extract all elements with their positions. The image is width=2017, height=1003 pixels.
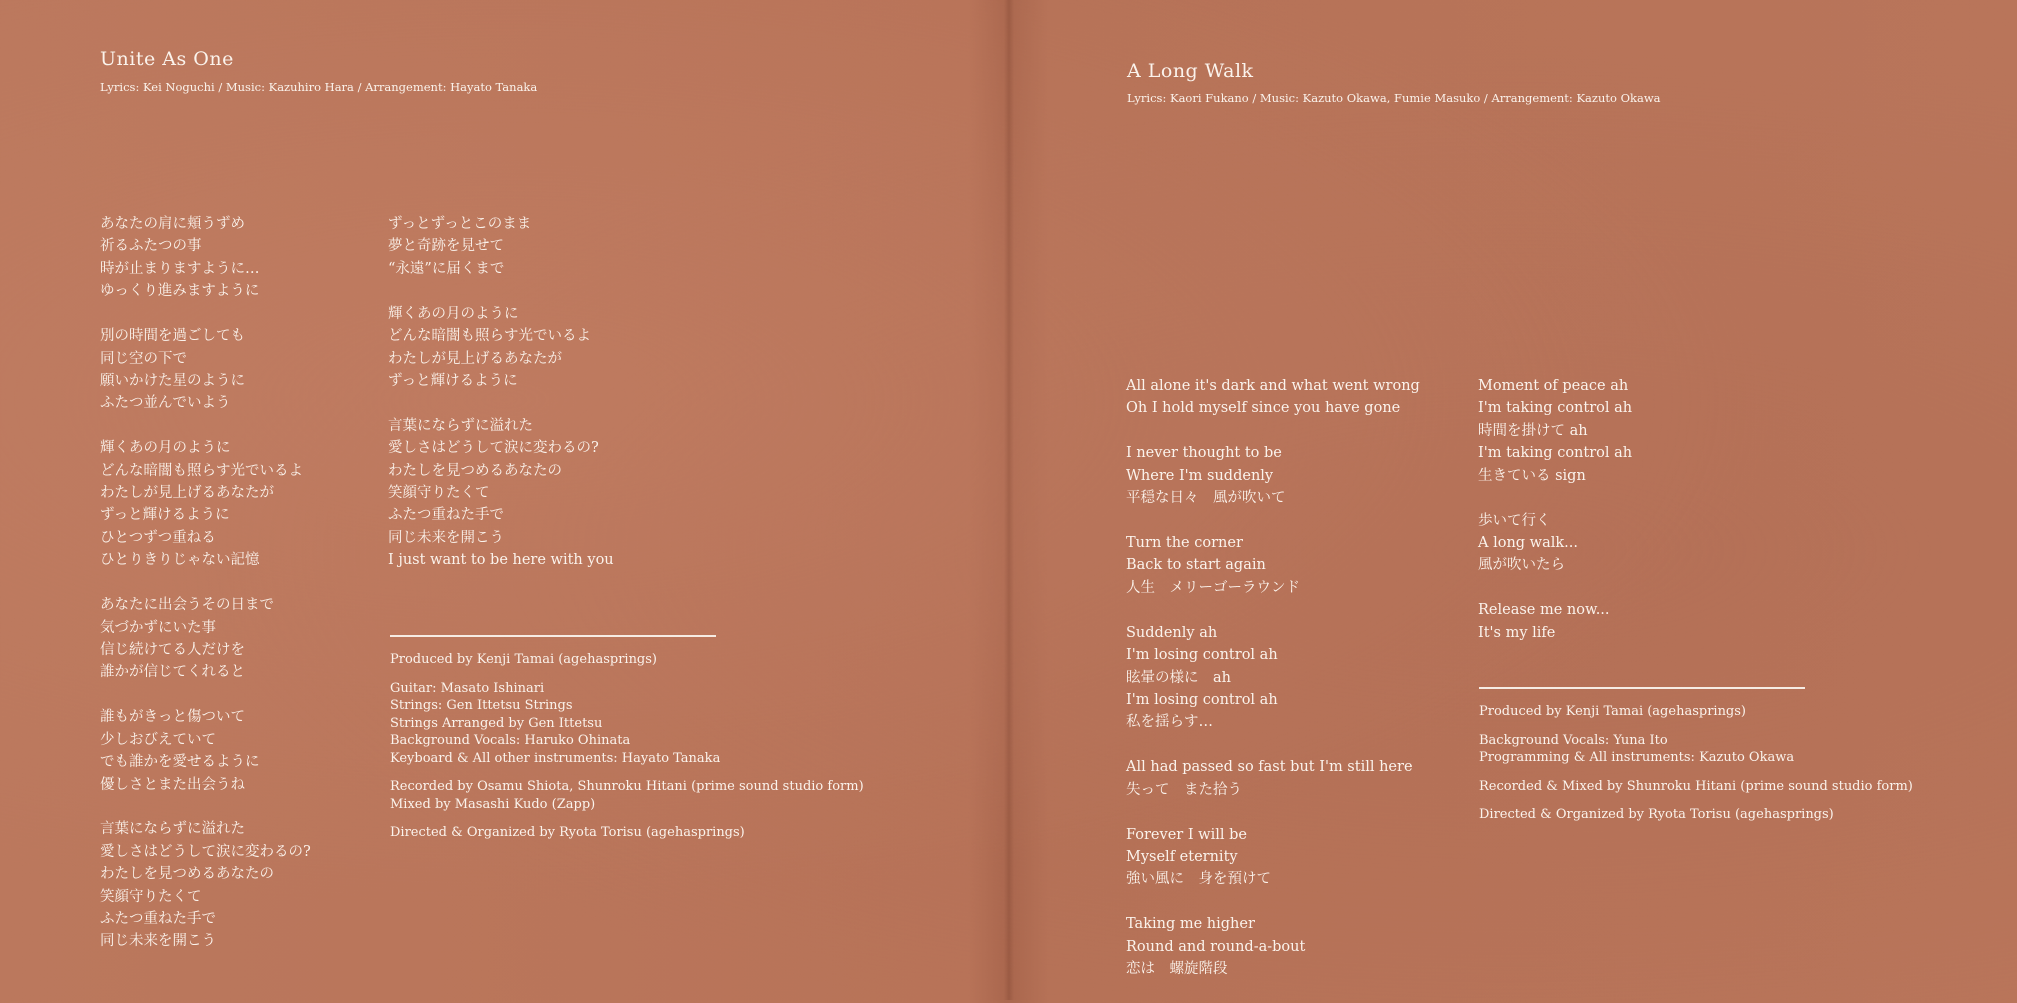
stanza <box>388 303 614 393</box>
lyrics-column-2 <box>1478 375 1632 667</box>
lyric-line: Taking me higher <box>1126 916 1255 933</box>
lyric-line: 風が吹いたら <box>1478 557 1565 574</box>
stanza <box>1478 510 1632 577</box>
lyric-line: ゆっくり進みますように <box>100 283 260 300</box>
lyric-line: Moment of peace ah <box>1478 378 1629 394</box>
stanza <box>1478 599 1632 644</box>
credit-line: Strings: Gen Ittetsu Strings <box>390 698 573 713</box>
lyric-line: Forever I will be <box>1126 826 1247 843</box>
song-title-a-long-walk: A Long Walk <box>1127 60 1254 82</box>
lyric-line: わたしが見上げるあなたが <box>388 350 562 367</box>
production-credits <box>1479 687 1913 835</box>
lyric-line: 同じ空の下で <box>100 350 187 367</box>
lyric-line: I'm taking control ah <box>1478 400 1633 417</box>
lyric-line: 祈るふたつの事 <box>100 238 202 255</box>
page-fold <box>1004 0 1014 1000</box>
divider-rule <box>1479 687 1805 689</box>
credit-group <box>390 824 864 842</box>
lyric-line: ひとりきりじゃない記憶 <box>100 552 260 569</box>
stanza <box>1126 375 1420 420</box>
lyric-line: I never thought to be <box>1126 445 1282 462</box>
lyric-line: “永遠”に届くまで <box>388 260 505 277</box>
lyric-line: Turn the corner <box>1126 535 1243 552</box>
lyric-line: 誰かが信じてくれると <box>100 664 245 681</box>
production-credits <box>390 635 864 853</box>
lyric-line: 失って また拾う <box>1126 781 1242 798</box>
lyric-line: あなたに出会うその日まで <box>100 597 274 614</box>
credit-list <box>1479 703 1913 824</box>
lyric-line: 輝くあの月のように <box>100 440 231 457</box>
stanza <box>1126 442 1420 509</box>
credit-line: Programming & All instruments: Kazuto Okawa <box>1479 750 1795 765</box>
lyric-line: 優しさとまた出会うね <box>100 776 245 793</box>
lyric-line: 誰もがきっと傷ついて <box>100 709 245 726</box>
credit-line: Strings Arranged by Gen Ittetsu <box>390 715 603 731</box>
stanza <box>100 818 311 952</box>
lyric-line: Suddenly ah <box>1126 624 1218 641</box>
lyric-line: 時間を掛けて ah <box>1478 422 1588 439</box>
lyric-line: 愛しさはどうして涙に変わるの? <box>388 440 599 457</box>
lyric-line: 願いかけた星のように <box>100 372 245 389</box>
lyrics-column-1 <box>1126 375 1420 1003</box>
lyric-line: ふたつ重ねた手で <box>100 911 216 928</box>
lyric-line: 別の時間を過ごしても <box>100 328 245 345</box>
lyric-line: 同じ未来を開こう <box>388 529 504 546</box>
lyric-line: I just want to be here with you <box>388 552 614 569</box>
credit-line: Keyboard & All other instruments: Hayato Tanaka <box>390 750 721 766</box>
lyric-line: It's my life <box>1478 624 1556 641</box>
lyric-line: わたしを見つめるあなたの <box>388 462 562 479</box>
lyric-line: Release me now... <box>1478 602 1610 619</box>
stanza <box>1126 756 1420 801</box>
lyric-line: 夢と奇跡を見せて <box>388 238 504 255</box>
lyric-line: Round and round-a-bout <box>1126 938 1306 955</box>
stanza <box>1126 913 1420 980</box>
divider-rule <box>390 635 716 637</box>
lyric-line: あなたの肩に頬うずめ <box>100 216 245 232</box>
stanza <box>100 437 311 571</box>
lyric-line: 生きている sign <box>1478 467 1586 484</box>
credit-group <box>390 680 864 768</box>
stanza <box>1126 622 1420 734</box>
credit-line: Background Vocals: Haruko Ohinata <box>390 733 631 748</box>
credit-group <box>1479 703 1913 721</box>
stanza <box>100 706 311 796</box>
lyric-line: 笑顔守りたくて <box>388 485 490 502</box>
lyric-line: でも誰かを愛せるように <box>100 754 260 771</box>
stanza <box>1126 532 1420 599</box>
credit-line: Recorded & Mixed by Shunroku Hitani (prime sound studio form) <box>1479 778 1913 794</box>
lyric-line: 眩暈の様に ah <box>1126 669 1231 686</box>
lyric-line: 輝くあの月のように <box>388 305 519 322</box>
credit-line: Produced by Kenji Tamai (agehasprings) <box>390 652 658 667</box>
lyric-line: Myself eternity <box>1126 849 1238 865</box>
credit-group <box>1479 806 1913 824</box>
credit-list <box>390 651 864 842</box>
lyric-line: 言葉にならずに溢れた <box>388 417 533 434</box>
lyric-line: 愛しさはどうして涙に変わるの? <box>100 843 311 860</box>
lyric-line: 気づかずにいた事 <box>100 619 216 636</box>
lyric-line: 時が止まりますように… <box>100 260 260 277</box>
lyric-line: 少しおびえていて <box>100 731 216 748</box>
lyric-line: ずっとずっとこのまま <box>388 216 532 232</box>
lyric-line: 平穏な日々 風が吹いて <box>1126 490 1286 507</box>
lyric-line: 恋は 螺旋階段 <box>1126 961 1228 978</box>
lyric-line: 同じ未来を開こう <box>100 933 216 950</box>
lyric-line: 言葉にならずに溢れた <box>100 821 245 838</box>
lyric-line: 私を揺らす… <box>1126 714 1213 731</box>
credit-line: Recorded by Osamu Shiota, Shunroku Hitani (prime sound studio form) <box>390 779 864 794</box>
stanza <box>388 213 614 280</box>
song-title-unite-as-one: Unite As One <box>100 48 234 70</box>
credit-line: Mixed by Masashi Kudo (Zapp) <box>390 796 596 812</box>
lyric-line: 強い風に 身を預けて <box>1126 871 1271 888</box>
lyric-line: 信じ続けてる人だけを <box>100 642 245 658</box>
lyric-line: I'm losing control ah <box>1126 691 1278 708</box>
lyrics-column-1 <box>100 213 311 975</box>
song-credits-unite-as-one: Lyrics: Kei Noguchi / Music: Kazuhiro Hara / Arrangement: Hayato Tanaka <box>100 80 538 94</box>
lyric-line: A long walk... <box>1478 534 1578 551</box>
lyric-line: Where I'm suddenly <box>1126 467 1274 484</box>
credit-group <box>390 778 864 813</box>
stanza <box>1478 375 1632 487</box>
credit-group <box>390 651 864 669</box>
credit-line: Background Vocals: Yuna Ito <box>1479 732 1668 748</box>
stanza <box>1126 824 1420 891</box>
credit-group <box>1479 778 1913 796</box>
song-credits-a-long-walk: Lyrics: Kaori Fukano / Music: Kazuto Okawa, Fumie Masuko / Arrangement: Kazuto Okawa <box>1127 91 1661 105</box>
stanza <box>100 325 311 415</box>
lyrics-column-2 <box>388 213 614 594</box>
lyric-line: 笑顔守りたくて <box>100 888 202 905</box>
stanza <box>100 594 311 684</box>
lyric-line: Back to start again <box>1126 557 1266 574</box>
credit-group <box>1479 732 1913 767</box>
lyric-line: どんな暗闇も照らす光でいるよ <box>100 462 303 479</box>
lyric-line: わたしを見つめるあなたの <box>100 866 274 883</box>
stanza <box>388 415 614 572</box>
lyric-line: I'm taking control ah <box>1478 445 1633 462</box>
lyric-line: 歩いて行く <box>1478 512 1551 529</box>
credit-line: Directed & Organized by Ryota Torisu (agehasprings) <box>1479 807 1834 822</box>
lyric-line: わたしが見上げるあなたが <box>100 485 274 502</box>
stanza <box>100 213 311 303</box>
credit-line: Produced by Kenji Tamai (agehasprings) <box>1479 704 1747 719</box>
lyric-line: Oh I hold myself since you have gone <box>1126 400 1401 417</box>
lyric-line: All had passed so fast but I'm still here <box>1126 759 1413 776</box>
lyric-line: 人生 メリーゴーラウンド <box>1126 579 1300 596</box>
lyric-line: ずっと輝けるように <box>388 372 518 389</box>
lyric-line: ふたつ並んでいよう <box>100 395 231 412</box>
lyric-line: ずっと輝けるように <box>100 507 230 524</box>
lyric-line: All alone it's dark and what went wrong <box>1126 378 1420 394</box>
lyric-line: どんな暗闇も照らす光でいるよ <box>388 328 591 345</box>
lyric-line: I'm losing control ah <box>1126 647 1278 664</box>
lyric-line: ひとつずつ重ねる <box>100 529 216 546</box>
credit-line: Guitar: Masato Ishinari <box>390 680 545 696</box>
lyric-line: ふたつ重ねた手で <box>388 507 504 524</box>
credit-line: Directed & Organized by Ryota Torisu (agehasprings) <box>390 825 745 840</box>
